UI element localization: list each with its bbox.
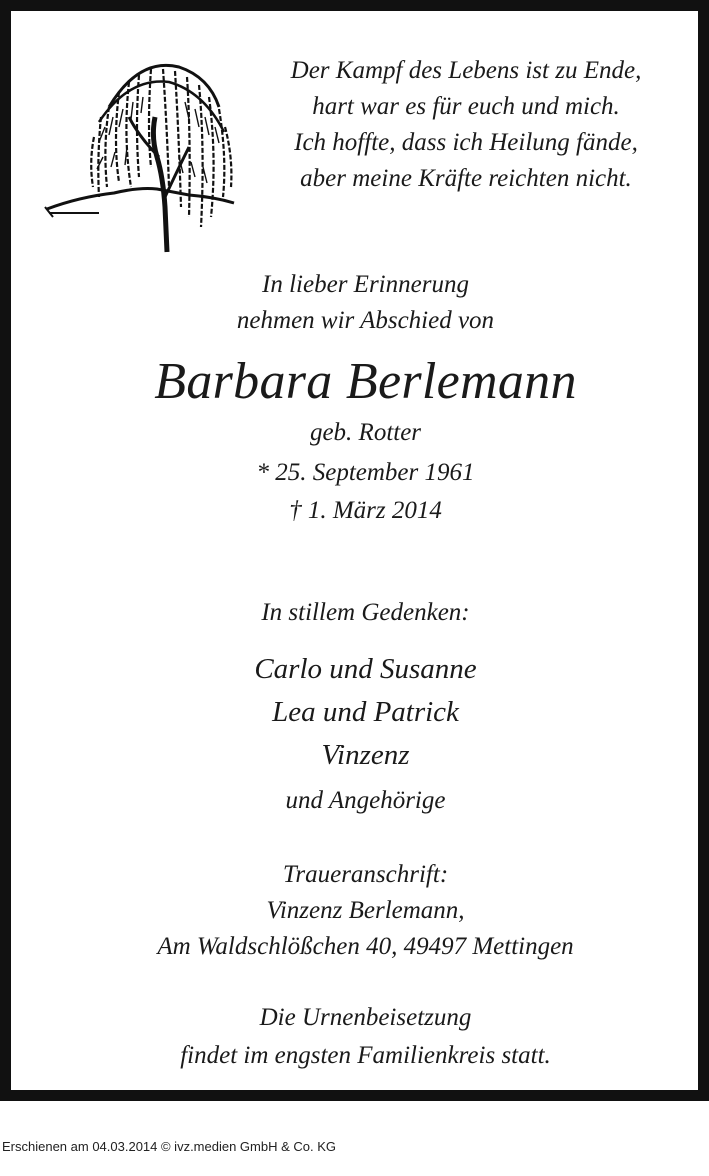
deceased-name: Barbara Berlemann bbox=[154, 353, 577, 410]
poem bbox=[241, 53, 691, 197]
born-name: geb. Rotter bbox=[309, 419, 422, 446]
burial-notice-line-2: findet im engsten Familienkreis statt. bbox=[180, 1042, 551, 1069]
poem-line: hart war es für euch und mich. bbox=[312, 93, 620, 120]
willow-tree-icon bbox=[39, 47, 239, 257]
remembrance-heading: In stillem Gedenken: bbox=[261, 599, 470, 626]
mourner-name: Vinzenz bbox=[321, 739, 410, 771]
intro-line-1: In lieber Erinnerung bbox=[262, 271, 469, 298]
publication-footer: Erschienen am 04.03.2014 © ivz.medien GmbH & Co. KG bbox=[2, 1139, 337, 1154]
death-date: † 1. März 2014 bbox=[289, 497, 442, 524]
address-street: Am Waldschlößchen 40, 49497 Mettingen bbox=[157, 933, 574, 960]
address-name: Vinzenz Berlemann, bbox=[266, 897, 465, 924]
mourner-name: Carlo und Susanne bbox=[254, 653, 477, 685]
birth-date: * 25. September 1961 bbox=[256, 459, 475, 486]
intro-line-2: nehmen wir Abschied von bbox=[236, 307, 495, 334]
mourner-name: Lea und Patrick bbox=[272, 696, 459, 728]
poem-line: aber meine Kräfte reichten nicht. bbox=[300, 165, 632, 192]
poem-line: Ich hoffte, dass ich Heilung fände, bbox=[294, 129, 638, 156]
poem-line: Der Kampf des Lebens ist zu Ende, bbox=[290, 57, 642, 84]
address-heading: Traueranschrift: bbox=[282, 861, 449, 888]
burial-notice-line-1: Die Urnenbeisetzung bbox=[259, 1004, 472, 1031]
intro bbox=[11, 267, 709, 339]
relatives: und Angehörige bbox=[285, 787, 446, 814]
